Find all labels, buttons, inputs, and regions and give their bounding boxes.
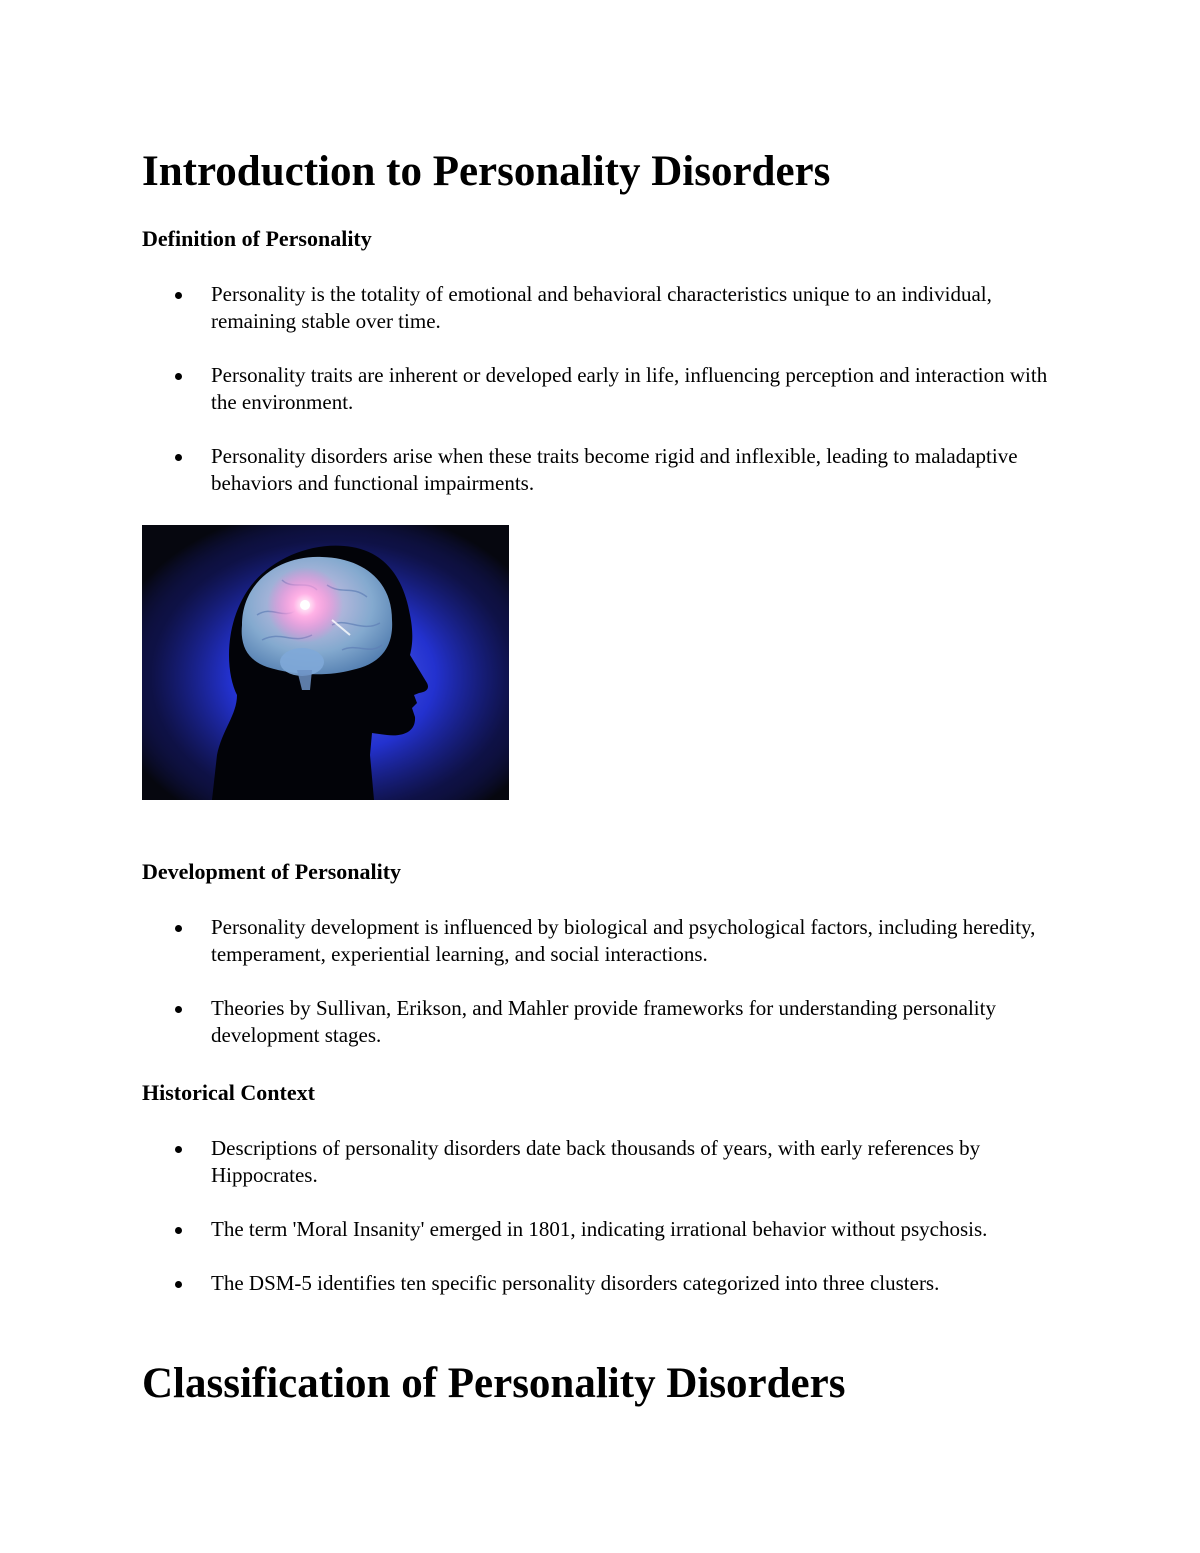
next-section-title: Classification of Personality Disorders [142, 1360, 846, 1407]
bullet-icon [175, 292, 182, 299]
section-heading-development: Development of Personality [142, 859, 402, 884]
page-title: Introduction to Personality Disorders [142, 148, 831, 195]
list-item: Personality is the totality of emotional and behavioral characteristics unique to an individual, remaining stable over time. [142, 281, 1062, 335]
bullet-icon [175, 1281, 182, 1288]
bullet-icon [175, 373, 182, 380]
bullet-icon [175, 454, 182, 461]
list-item: Personality development is influenced by biological and psychological factors, including heredity, temperament, experiential learning, and social interactions. [142, 914, 1062, 968]
list-item: Personality traits are inherent or developed early in life, influencing perception and interaction with the environment. [142, 362, 1062, 416]
list-item: Theories by Sullivan, Erikson, and Mahler provide frameworks for understanding personality development stages. [142, 995, 1062, 1049]
bullet-icon [175, 925, 182, 932]
section-heading-historical: Historical Context [142, 1080, 315, 1105]
section-heading-definition: Definition of Personality [142, 226, 372, 251]
list-item: The DSM-5 identifies ten specific personality disorders categorized into three clusters. [142, 1270, 1062, 1297]
list-item: Descriptions of personality disorders date back thousands of years, with early references by Hippocrates. [142, 1135, 1062, 1189]
bullet-icon [175, 1146, 182, 1153]
bullet-list-development [142, 914, 1062, 1076]
bullet-icon [175, 1006, 182, 1013]
brain-head-image [142, 525, 509, 800]
list-item: Personality disorders arise when these traits become rigid and inflexible, leading to maladaptive behaviors and functional impairments. [142, 443, 1062, 497]
brain-head-illustration-icon [142, 525, 509, 800]
bullet-icon [175, 1227, 182, 1234]
list-item: The term 'Moral Insanity' emerged in 1801, indicating irrational behavior without psychosis. [142, 1216, 1062, 1243]
bullet-list-historical [142, 1135, 1062, 1324]
bullet-list-definition [142, 281, 1062, 524]
